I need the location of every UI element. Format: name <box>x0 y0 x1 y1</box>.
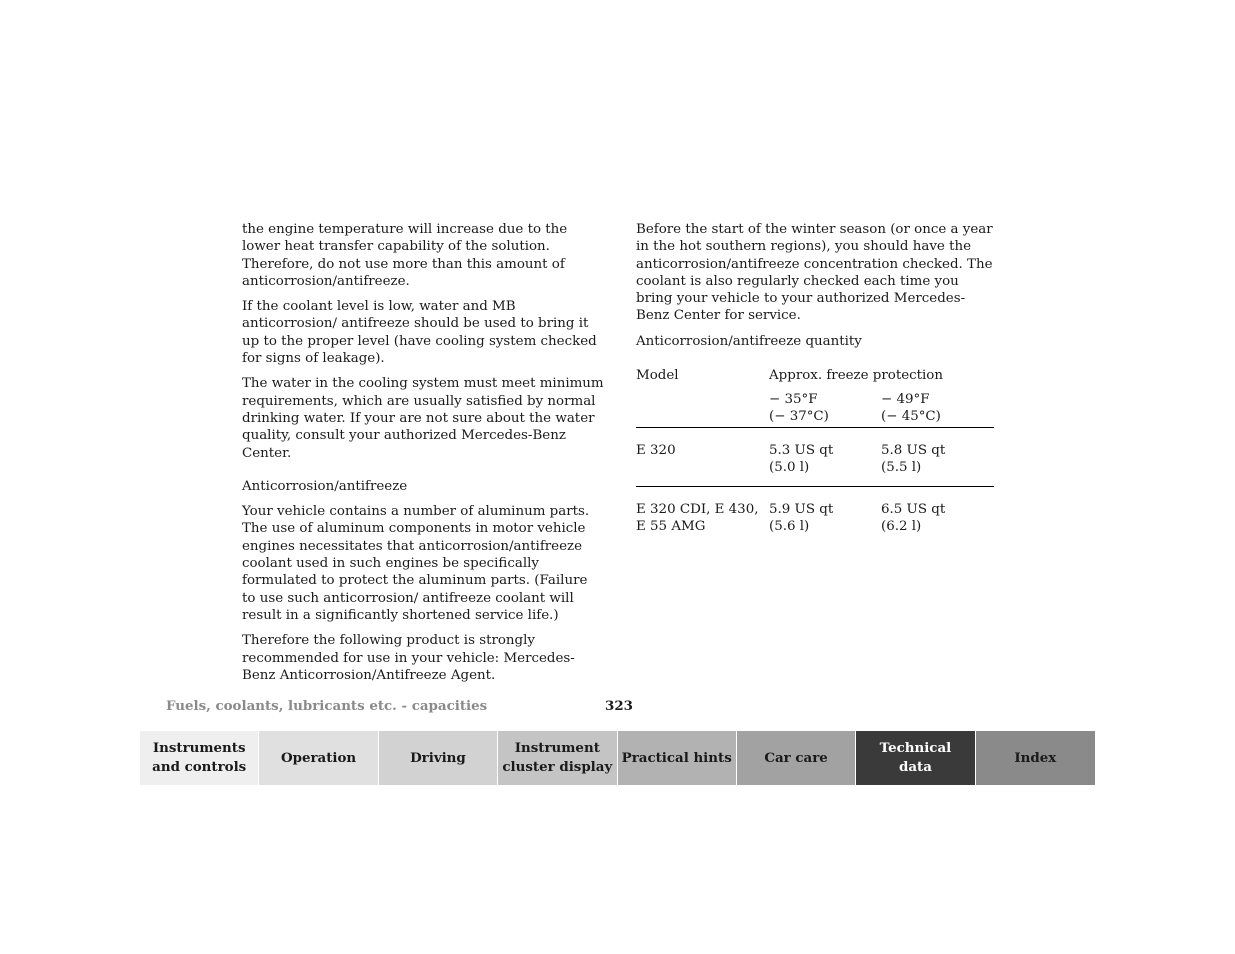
section-title: Fuels, coolants, lubricants etc. - capacities <box>166 698 488 714</box>
tab-label: Operation <box>280 749 357 766</box>
tab-operation[interactable] <box>259 731 378 785</box>
tab-label: Instruments and controls <box>152 740 247 775</box>
tab-instruments-and-controls[interactable] <box>140 731 259 785</box>
tab-driving[interactable] <box>379 731 498 785</box>
tab-label: Index <box>1014 749 1057 766</box>
section-nav <box>140 731 1095 785</box>
quantity-us: 5.9 US qt <box>769 502 834 518</box>
body-paragraph: Your vehicle contains a number of aluminum parts. The use of aluminum components in motor vehicle engines necessitates that anticorrosion/antifreeze coolant used in such engines be specifically formulated to protect the aluminum parts. (Failure to use such anticorrosion/ antifreeze coolant will result in a significantly shortened service life.) <box>242 504 590 623</box>
quantity-us: 5.3 US qt <box>769 443 834 459</box>
temp-col1-f: − 35°F <box>769 392 818 408</box>
temp-col2-f: − 49°F <box>881 392 930 408</box>
quantity-liters: (6.2 l) <box>881 519 922 535</box>
temp-col2-c: (− 45°C) <box>881 409 941 425</box>
quantity-us: 6.5 US qt <box>881 502 946 518</box>
tab-label: Driving <box>410 749 466 766</box>
quantity-us: 5.8 US qt <box>881 443 946 459</box>
right-column <box>636 221 996 545</box>
capacity-table <box>636 367 994 545</box>
model-line: E 320 <box>636 443 676 459</box>
model-line: E 320 CDI, E 430, <box>636 502 759 518</box>
quantity-liters: (5.6 l) <box>769 519 810 535</box>
table-row <box>636 428 994 486</box>
table-row <box>636 487 994 545</box>
tab-instrument-cluster-display[interactable] <box>498 731 617 785</box>
left-column <box>242 221 604 692</box>
cell-quantity-35 <box>769 442 833 477</box>
temp-col1-c: (− 37°C) <box>769 409 829 425</box>
tab-practical-hints[interactable] <box>618 731 737 785</box>
model-line: E 55 AMG <box>636 519 706 535</box>
cell-model <box>636 442 676 459</box>
quantity-liters: (5.5 l) <box>881 460 922 476</box>
tab-label: Instrument cluster display <box>502 740 613 775</box>
table-title: Anticorrosion/antifreeze quantity <box>636 333 862 349</box>
table-header-row <box>636 367 994 427</box>
cell-quantity-49 <box>881 442 945 477</box>
quantity-liters: (5.0 l) <box>769 460 810 476</box>
tab-index[interactable] <box>976 731 1095 785</box>
body-paragraph: Therefore the following product is strongly recommended for use in your vehicle: Mercedes-Benz Anticorrosion/Antifreeze Agent. <box>242 633 575 683</box>
body-paragraph: the engine temperature will increase due to the lower heat transfer capability of the solution. Therefore, do not use more than this amount of anticorrosion/antifreeze. <box>242 222 568 289</box>
body-paragraph: If the coolant level is low, water and MB anticorrosion/ antifreeze should be used to bring it up to the proper level (have cooling system checked for signs of leakage). <box>242 299 597 367</box>
tab-technical-data[interactable] <box>856 731 975 785</box>
header-protection: Approx. freeze protection <box>769 368 943 384</box>
tab-label: Practical hints <box>621 749 732 766</box>
section-heading: Anticorrosion/antifreeze <box>242 478 408 494</box>
page-number: 323 <box>605 698 633 714</box>
body-paragraph: Before the start of the winter season (or once a year in the hot southern regions), you should have the anticorrosion/antifreeze concentration checked. The coolant is also regularly checked each time you bring your vehicle to your authorized Mercedes-Benz Center for service. <box>636 222 993 324</box>
cell-model <box>636 501 758 536</box>
tab-label: Technical data <box>879 740 952 775</box>
tab-car-care[interactable] <box>737 731 856 785</box>
cell-quantity-49 <box>881 501 945 536</box>
header-model: Model <box>636 368 679 384</box>
body-paragraph: The water in the cooling system must meet minimum requirements, which are usually satisfied by normal drinking water. If your are not sure about the water quality, consult your authorized Mercedes-Benz Center. <box>242 376 604 461</box>
cell-quantity-35 <box>769 501 833 536</box>
tab-label: Car care <box>764 749 828 766</box>
